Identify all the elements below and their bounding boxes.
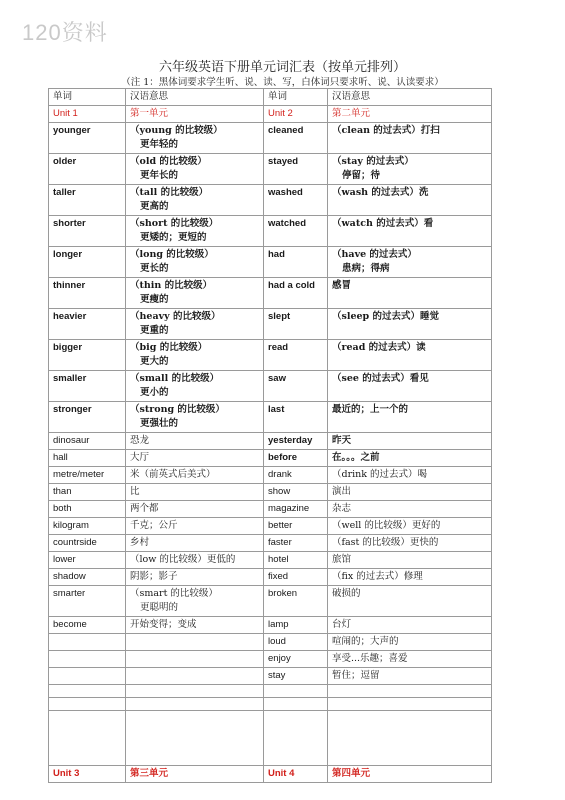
meaning-cell-right: [328, 535, 492, 552]
meaning-line: （well 的比较级）更好的: [332, 520, 441, 531]
meaning-cell-left: [126, 484, 264, 501]
meaning-cell-right: [328, 484, 492, 501]
meaning-line: 第一单元: [130, 108, 169, 119]
table-row: [49, 535, 492, 552]
meaning-cell-left: [126, 685, 264, 698]
meaning-cell-left: [126, 617, 264, 634]
header-word-right: 单词: [264, 89, 328, 106]
meaning-line: （heavy 的比较级）: [130, 311, 221, 322]
meaning-cell-left: [126, 518, 264, 535]
word-cell-left: smaller: [49, 371, 126, 402]
meaning-line: 昨天: [332, 435, 352, 446]
meaning-line: 更大的: [140, 356, 169, 367]
word-cell-right: cleaned: [264, 123, 328, 154]
meaning-cell-left: [126, 535, 264, 552]
meaning-line: 更强壮的: [140, 418, 179, 429]
table-row: [49, 698, 492, 711]
meaning-line: （see 的过去式）看见: [332, 373, 429, 384]
meaning-line: 更年长的: [140, 170, 179, 181]
word-cell-right: yesterday: [264, 433, 328, 450]
table-row: [49, 484, 492, 501]
meaning-line: （read 的过去式）读: [332, 342, 426, 353]
meaning-cell-right: [328, 634, 492, 651]
word-cell-right: last: [264, 402, 328, 433]
meaning-line: 千克；公斤: [130, 520, 178, 531]
meaning-line: （small 的比较级）: [130, 373, 220, 384]
meaning-line: 感冒: [332, 280, 352, 291]
meaning-line: （thin 的比较级）: [130, 280, 213, 291]
word-cell-right: hotel: [264, 552, 328, 569]
meaning-line: 在。。。之前: [332, 452, 380, 463]
word-cell-left: kilogram: [49, 518, 126, 535]
meaning-line: 大厅: [130, 452, 150, 463]
word-cell-left: thinner: [49, 278, 126, 309]
meaning-line: （low 的比较级）更低的: [130, 554, 236, 565]
meaning-cell-right: [328, 518, 492, 535]
meaning-line: 最近的；上一个的: [332, 404, 409, 415]
meaning-cell-right: [328, 685, 492, 698]
meaning-line: （tall 的比较级）: [130, 187, 209, 198]
word-cell-right: Unit 4: [264, 766, 328, 783]
word-cell-right: show: [264, 484, 328, 501]
meaning-line: 杂志: [332, 503, 352, 514]
meaning-line: （short 的比较级）: [130, 218, 219, 229]
table-row: [49, 123, 492, 154]
meaning-cell-left: [126, 586, 264, 617]
word-cell-left: lower: [49, 552, 126, 569]
meaning-cell-left: [126, 247, 264, 278]
table-row: [49, 340, 492, 371]
meaning-line: 第四单元: [332, 768, 371, 779]
word-cell-right: stay: [264, 668, 328, 685]
meaning-line: 比: [130, 486, 140, 497]
meaning-cell-left: [126, 501, 264, 518]
meaning-cell-left: [126, 450, 264, 467]
meaning-line: （wash 的过去式）洗: [332, 187, 429, 198]
meaning-line: 破损的: [332, 588, 361, 599]
meaning-cell-left: [126, 433, 264, 450]
meaning-line: 米（前英式后美式）: [130, 469, 216, 480]
word-cell-left: [49, 651, 126, 668]
meaning-line: 停留；待: [342, 170, 381, 181]
word-cell-left: hall: [49, 450, 126, 467]
word-cell-left: both: [49, 501, 126, 518]
word-cell-left: than: [49, 484, 126, 501]
meaning-line: （clean 的过去式）打扫: [332, 125, 440, 136]
table-row: [49, 154, 492, 185]
meaning-line: 更小的: [140, 387, 169, 398]
word-cell-left: Unit 1: [49, 106, 126, 123]
table-row: [49, 450, 492, 467]
meaning-cell-right: [328, 106, 492, 123]
meaning-cell-left: [126, 634, 264, 651]
meaning-line: （smart 的比较级）: [130, 588, 218, 599]
meaning-cell-left: [126, 569, 264, 586]
meaning-cell-right: [328, 552, 492, 569]
word-cell-right: had a cold: [264, 278, 328, 309]
meaning-line: 第三单元: [130, 768, 169, 779]
word-cell-left: longer: [49, 247, 126, 278]
meaning-cell-right: [328, 371, 492, 402]
meaning-cell-right: [328, 402, 492, 433]
word-cell-right: saw: [264, 371, 328, 402]
word-cell-left: shadow: [49, 569, 126, 586]
meaning-line: 更长的: [140, 263, 169, 274]
word-cell-right: [264, 698, 328, 711]
meaning-cell-right: [328, 668, 492, 685]
meaning-line: （sleep 的过去式）睡觉: [332, 311, 439, 322]
word-cell-right: fixed: [264, 569, 328, 586]
meaning-cell-right: [328, 123, 492, 154]
word-cell-left: older: [49, 154, 126, 185]
vocab-table-body: [49, 89, 492, 783]
meaning-line: （drink 的过去式）喝: [332, 469, 428, 480]
word-cell-right: lamp: [264, 617, 328, 634]
table-row: [49, 569, 492, 586]
table-header-row: [49, 89, 492, 106]
word-cell-right: read: [264, 340, 328, 371]
meaning-line: 旅馆: [332, 554, 352, 565]
word-cell-left: smarter: [49, 586, 126, 617]
word-cell-right: better: [264, 518, 328, 535]
meaning-cell-left: [126, 106, 264, 123]
table-row: [49, 501, 492, 518]
table-row: [49, 711, 492, 766]
meaning-line: （strong 的比较级）: [130, 404, 225, 415]
meaning-cell-right: [328, 501, 492, 518]
table-row: [49, 106, 492, 123]
meaning-line: （stay 的过去式）: [332, 156, 414, 167]
page-title: 六年级英语下册单元词汇表（按单元排列）: [158, 60, 406, 75]
word-cell-left: Unit 3: [49, 766, 126, 783]
meaning-cell-right: [328, 216, 492, 247]
word-cell-left: younger: [49, 123, 126, 154]
word-cell-left: [49, 685, 126, 698]
meaning-line: 台灯: [332, 619, 352, 630]
watermark-logo: 120资料: [22, 20, 108, 45]
meaning-line: 更高的: [140, 201, 169, 212]
table-row: [49, 433, 492, 450]
meaning-cell-left: [126, 402, 264, 433]
word-cell-left: bigger: [49, 340, 126, 371]
meaning-line: 享受...乐趣；喜爱: [332, 653, 408, 664]
meaning-line: （long 的比较级）: [130, 249, 214, 260]
meaning-line: 更聪明的: [140, 602, 179, 613]
meaning-line: （fix 的过去式）修理: [332, 571, 423, 582]
meaning-cell-right: [328, 617, 492, 634]
word-cell-right: drank: [264, 467, 328, 484]
meaning-line: 演出: [332, 486, 352, 497]
word-cell-left: [49, 698, 126, 711]
meaning-line: 两个都: [130, 503, 159, 514]
meaning-line: （young 的比较级）: [130, 125, 223, 136]
word-cell-right: [264, 685, 328, 698]
meaning-cell-right: [328, 278, 492, 309]
word-cell-right: stayed: [264, 154, 328, 185]
table-row: [49, 552, 492, 569]
meaning-cell-right: [328, 154, 492, 185]
meaning-cell-left: [126, 552, 264, 569]
word-cell-left: heavier: [49, 309, 126, 340]
meaning-cell-right: [328, 185, 492, 216]
word-cell-left: taller: [49, 185, 126, 216]
vocab-table: [48, 88, 492, 783]
meaning-cell-left: [126, 698, 264, 711]
word-cell-left: metre/meter: [49, 467, 126, 484]
word-cell-right: Unit 2: [264, 106, 328, 123]
meaning-line: （big 的比较级）: [130, 342, 208, 353]
meaning-line: 开始变得；变成: [130, 619, 197, 630]
table-row: [49, 634, 492, 651]
meaning-cell-right: [328, 247, 492, 278]
table-row: [49, 766, 492, 783]
table-row: [49, 278, 492, 309]
table-row: [49, 651, 492, 668]
meaning-line: （fast 的比较级）更快的: [332, 537, 439, 548]
word-cell-right: washed: [264, 185, 328, 216]
table-row: [49, 685, 492, 698]
word-cell-right: broken: [264, 586, 328, 617]
meaning-cell-left: [126, 123, 264, 154]
meaning-cell-left: [126, 309, 264, 340]
table-row: [49, 247, 492, 278]
meaning-cell-right: [328, 651, 492, 668]
meaning-line: 更年轻的: [140, 139, 179, 150]
meaning-line: 患病；得病: [342, 263, 390, 274]
meaning-line: 阴影；影子: [130, 571, 178, 582]
meaning-cell-left: [126, 216, 264, 247]
meaning-line: 第二单元: [332, 108, 371, 119]
table-row: [49, 617, 492, 634]
meaning-line: 暂住；逗留: [332, 670, 380, 681]
table-row: [49, 185, 492, 216]
word-cell-left: shorter: [49, 216, 126, 247]
header-meaning-right: 汉语意思: [328, 89, 492, 106]
meaning-line: 恐龙: [130, 435, 150, 446]
meaning-cell-right: [328, 467, 492, 484]
word-cell-left: [49, 668, 126, 685]
word-cell-right: watched: [264, 216, 328, 247]
word-cell-right: [264, 711, 328, 766]
word-cell-left: [49, 711, 126, 766]
meaning-line: （have 的过去式）: [332, 249, 417, 260]
meaning-cell-right: [328, 433, 492, 450]
meaning-cell-left: [126, 185, 264, 216]
header-meaning-left: 汉语意思: [126, 89, 264, 106]
meaning-line: 乡村: [130, 537, 150, 548]
page-note: （注 1：黑体词要求学生听、说、读、写，白体词只要求听、说、认读要求）: [121, 77, 444, 88]
table-row: [49, 371, 492, 402]
meaning-cell-right: [328, 711, 492, 766]
meaning-cell-left: [126, 371, 264, 402]
meaning-line: 更矮的；更短的: [140, 232, 207, 243]
word-cell-right: slept: [264, 309, 328, 340]
word-cell-right: magazine: [264, 501, 328, 518]
meaning-cell-right: [328, 766, 492, 783]
meaning-cell-left: [126, 766, 264, 783]
meaning-cell-right: [328, 450, 492, 467]
table-row: [49, 402, 492, 433]
table-row: [49, 586, 492, 617]
meaning-cell-left: [126, 340, 264, 371]
meaning-line: 更重的: [140, 325, 169, 336]
word-cell-right: enjoy: [264, 651, 328, 668]
word-cell-left: dinosaur: [49, 433, 126, 450]
word-cell-left: countrside: [49, 535, 126, 552]
meaning-cell-left: [126, 154, 264, 185]
table-row: [49, 309, 492, 340]
word-cell-left: become: [49, 617, 126, 634]
word-cell-right: faster: [264, 535, 328, 552]
table-row: [49, 668, 492, 685]
meaning-cell-right: [328, 569, 492, 586]
word-cell-right: had: [264, 247, 328, 278]
meaning-cell-right: [328, 309, 492, 340]
table-row: [49, 467, 492, 484]
meaning-cell-right: [328, 586, 492, 617]
word-cell-right: loud: [264, 634, 328, 651]
meaning-cell-left: [126, 668, 264, 685]
table-row: [49, 518, 492, 535]
word-cell-left: [49, 634, 126, 651]
meaning-cell-left: [126, 467, 264, 484]
table-row: [49, 216, 492, 247]
word-cell-right: before: [264, 450, 328, 467]
header-word-left: 单词: [49, 89, 126, 106]
meaning-line: 喧闹的；大声的: [332, 636, 399, 647]
meaning-line: （old 的比较级）: [130, 156, 207, 167]
meaning-cell-left: [126, 278, 264, 309]
meaning-cell-right: [328, 340, 492, 371]
meaning-line: 更瘦的: [140, 294, 169, 305]
meaning-line: （watch 的过去式）看: [332, 218, 434, 229]
meaning-cell-left: [126, 711, 264, 766]
word-cell-left: stronger: [49, 402, 126, 433]
meaning-cell-right: [328, 698, 492, 711]
meaning-cell-left: [126, 651, 264, 668]
